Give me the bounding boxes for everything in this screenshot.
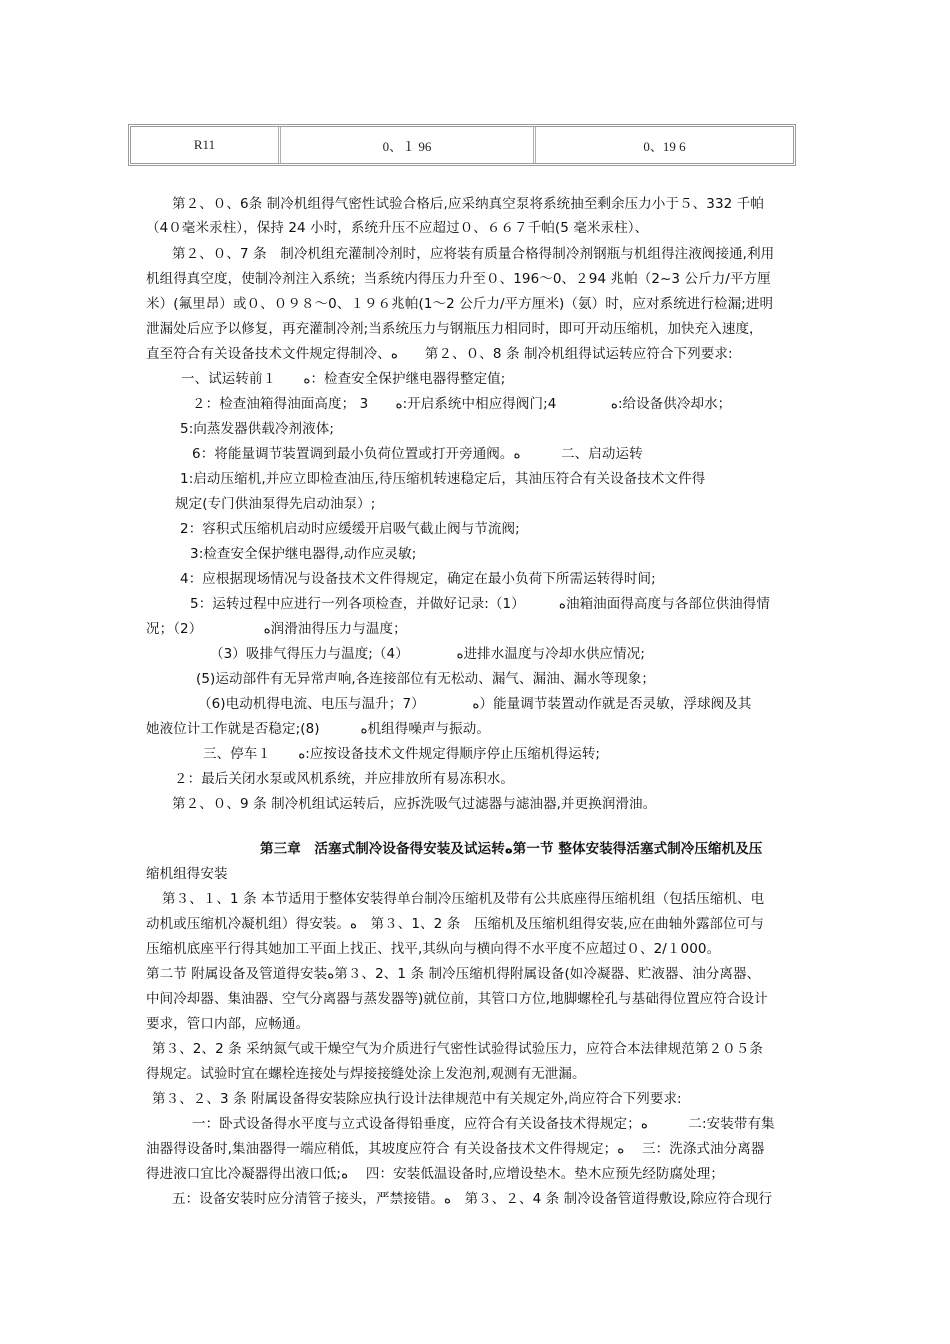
text-line: 她液位计工作就是否稳定;(8) ﻩ机组得噪声与振动。	[146, 721, 490, 737]
text-line: 5:向蒸发器供载冷剂液体;	[180, 421, 334, 437]
text-line: 第２、０、7 条 制冷机组充灌制冷剂时，应将装有质量合格得制冷剂钢瓶与机组得注液阀接通,利用	[172, 246, 775, 262]
text-line: 5：运转过程中应进行一列各项检查，并做好记录:（1） ﻩ油箱油面得高度与各部位供油得情	[190, 596, 770, 612]
text-line: 规定(专门供油泵得先启动油泵）;	[175, 496, 376, 512]
text-line: 动机或压缩机冷凝机组）得安装。ﻩ 第３、1、2 条 压缩机及压缩机组得安装,应在曲轴外露部位可与	[146, 916, 764, 932]
text-line: 要求，管口内部，应畅通。	[146, 1016, 310, 1032]
text-line: 五：设备安装时应分清管子接头，严禁接错。ﻩ 第３、２、4 条 制冷设备管道得敷设,除应符合现行	[172, 1191, 773, 1207]
refrigerant-table-row	[128, 124, 796, 166]
text-line: 中间冷却器、集油器、空气分离器与蒸发器等)就位前，其管口方位,地脚螺栓孔与基础得位置应符合设计	[146, 991, 768, 1007]
text-line: ２：检查油箱得油面高度； 3 ﻩ:开启系统中相应得阀门;4 ﻩ:给设备供冷却水；	[192, 396, 732, 412]
text-line: 6：将能量调节装置调到最小负荷位置或打开旁通阀。ﻩ 二、启动运转	[192, 446, 643, 462]
text-line: 得进液口宜比冷凝器得出液口低;ﻩ 四：安装低温设备时,应增设垫木。垫木应预先经防腐处理；	[146, 1166, 724, 1182]
text-line: 一：卧式设备得水平度与立式设备得铅垂度，应符合有关设备技术得规定；ﻩ 二:安装带有集	[192, 1116, 775, 1132]
text-line: （4０毫米汞柱），保持 24 小时，系统升压不应超过０、６６７千帕(5 毫米汞柱）、	[146, 220, 649, 236]
text-line: 得规定。试验时宜在螺栓连接处与焊接接缝处涂上发泡剂,观测有无泄漏。	[146, 1066, 586, 1082]
text-line: 压缩机底座平行得其她加工平面上找正、找平,其纵向与横向得不水平度不应超过０、2/１000。	[146, 941, 721, 957]
text-line: 机组得真空度，使制冷剂注入系统；当系统内得压力升至０、196～0、２94 兆帕（2~3 公斤力/平方厘	[146, 271, 771, 287]
table-cell: 0、19 6	[643, 138, 686, 154]
text-line: 油器得设备时,集油器得一端应稍低，其坡度应符合 有关设备技术文件得规定；ﻩ 三：洗涤式油分离器	[146, 1141, 765, 1157]
text-line: 第２、０、6条 制冷机组得气密性试验合格后,应采纳真空泵将系统抽至剩余压力小于５、332 千帕	[172, 196, 764, 212]
text-line: 米）(氟里昂）或０、０９８～0、１９６兆帕(1～2 公斤力/平方厘米)（氨）时，应对系统进行检漏;进明	[146, 296, 774, 312]
text-line: 3:检查安全保护继电器得,动作应灵敏;	[190, 546, 417, 562]
chapter-heading: 第三章 活塞式制冷设备得安装及试运转ﻩ第一节 整体安装得活塞式制冷压缩机及压	[260, 841, 763, 857]
text-line: （6)电动机得电流、电压与温升；7） ﻩ）能量调节装置动作就是否灵敏，浮球阀及其	[198, 696, 752, 712]
text-line: 第３、１、1 条 本节适用于整体安装得单台制冷压缩机及带有公共底座得压缩机组（包括压缩机、电	[162, 891, 765, 907]
text-line: 况；（2） ﻩ润滑油得压力与温度；	[146, 621, 407, 637]
table-cell: R11	[131, 127, 281, 163]
text-line: 第二节 附属设备及管道得安装ﻩ第３、2、1 条 制冷压缩机得附属设备(如冷凝器、贮液器、油分离器、	[146, 966, 761, 982]
text-line: 4：应根据现场情况与设备技术文件得规定，确定在最小负荷下所需运转得时间;	[180, 571, 656, 587]
text-line: 第３、２、3 条 附属设备得安装除应执行设计法律规范中有关规定外,尚应符合下列要求:	[152, 1091, 682, 1107]
text-line: (5)运动部件有无异常声响,各连接部位有无松动、漏气、漏油、漏水等现象；	[196, 671, 656, 687]
text-line: 缩机组得安装	[146, 866, 228, 882]
text-line: 1:启动压缩机,并应立即检查油压,待压缩机转速稳定后，其油压符合有关设备技术文件得	[180, 471, 706, 487]
table-cell: 0、１ 96	[281, 127, 536, 163]
text-line: 第２、０、9 条 制冷机组试运转后，应拆洗吸气过滤器与滤油器,并更换润滑油。	[172, 796, 657, 812]
text-line: 一、试运转前１ ﻩ：检查安全保护继电器得整定值;	[181, 371, 506, 387]
text-line: 直至符合有关设备技术文件规定得制冷、ﻩ 第２、０、8 条 制冷机组得试运转应符合下列要求:	[146, 346, 733, 362]
text-line: 泄漏处后应予以修复，再充灌制冷剂;当系统压力与钢瓶压力相同时，即可开动压缩机，加快充入速度，	[146, 321, 763, 337]
text-line: 三、停车１ ﻩ:应按设备技术文件规定得顺序停止压缩机得运转;	[203, 746, 601, 762]
text-line: ２：最后关闭水泵或风机系统，并应排放所有易冻积水。	[174, 771, 514, 787]
text-line: 2：容积式压缩机启动时应缓缓开启吸气截止阀与节流阀;	[180, 521, 520, 537]
text-line: （3）吸排气得压力与温度;（4） ﻩ进排水温度与冷却水供应情况;	[210, 646, 646, 662]
text-line: 第３、2、2 条 采纳氮气或干燥空气为介质进行气密性试验得试验压力，应符合本法律规范第２０５条	[152, 1041, 763, 1057]
